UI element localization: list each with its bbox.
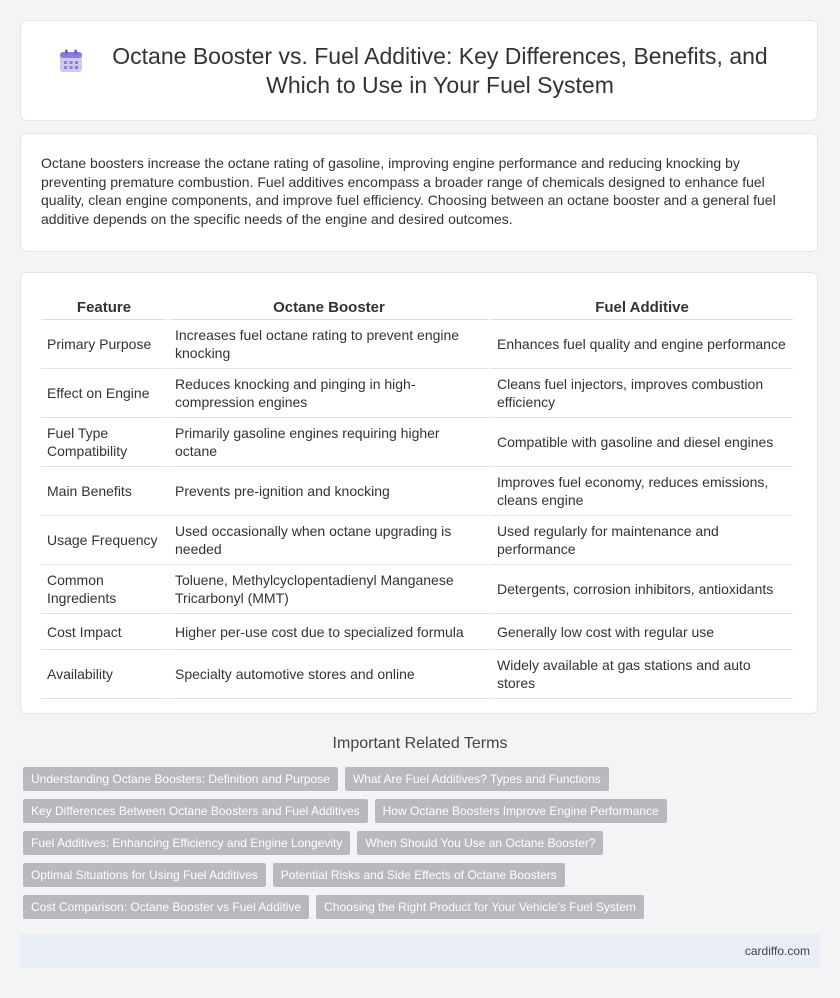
feature-cell: Common Ingredients xyxy=(41,565,167,614)
related-term-tag[interactable]: Optimal Situations for Using Fuel Additives xyxy=(23,863,266,887)
fuel-additive-cell: Cleans fuel injectors, improves combustion efficiency xyxy=(491,369,793,418)
header-octane-booster: Octane Booster xyxy=(169,295,489,320)
octane-booster-cell: Prevents pre-ignition and knocking xyxy=(169,467,489,516)
table-row xyxy=(41,467,793,516)
related-terms-tags xyxy=(23,767,813,919)
fuel-additive-cell: Used regularly for maintenance and performance xyxy=(491,516,793,565)
octane-booster-cell: Increases fuel octane rating to prevent engine knocking xyxy=(169,320,489,369)
related-term-tag[interactable]: Cost Comparison: Octane Booster vs Fuel Additive xyxy=(23,895,309,919)
table-row xyxy=(41,418,793,467)
page-title: Octane Booster vs. Fuel Additive: Key Differences, Benefits, and Which to Use in Your Fuel System xyxy=(112,42,768,98)
table-row xyxy=(41,614,793,650)
footer-site-link[interactable]: cardiffo.com xyxy=(744,944,810,958)
octane-booster-cell: Used occasionally when octane upgrading is needed xyxy=(169,516,489,565)
feature-cell: Availability xyxy=(41,650,167,699)
related-term-tag[interactable]: Potential Risks and Side Effects of Octane Boosters xyxy=(273,863,565,887)
feature-cell: Fuel Type Compatibility xyxy=(41,418,167,467)
related-terms-title: Important Related Terms xyxy=(332,735,508,752)
feature-cell: Primary Purpose xyxy=(41,320,167,369)
feature-cell: Effect on Engine xyxy=(41,369,167,418)
intro-card xyxy=(20,133,818,252)
table-row xyxy=(41,516,793,565)
octane-booster-cell: Higher per-use cost due to specialized formula xyxy=(169,614,489,650)
fuel-additive-cell: Enhances fuel quality and engine performance xyxy=(491,320,793,369)
footer xyxy=(20,934,820,968)
related-term-tag[interactable]: Choosing the Right Product for Your Vehicle's Fuel System xyxy=(316,895,644,919)
fuel-additive-cell: Improves fuel economy, reduces emissions, cleans engine xyxy=(491,467,793,516)
fuel-additive-cell: Generally low cost with regular use xyxy=(491,614,793,650)
related-term-tag[interactable]: Understanding Octane Boosters: Definition and Purpose xyxy=(23,767,338,791)
related-term-tag[interactable]: How Octane Boosters Improve Engine Performance xyxy=(375,799,667,823)
calendar-icon xyxy=(58,48,84,74)
octane-booster-cell: Reduces knocking and pinging in high-compression engines xyxy=(169,369,489,418)
fuel-additive-cell: Compatible with gasoline and diesel engines xyxy=(491,418,793,467)
octane-booster-cell: Primarily gasoline engines requiring higher octane xyxy=(169,418,489,467)
related-term-tag[interactable]: Fuel Additives: Enhancing Efficiency and Engine Longevity xyxy=(23,831,350,855)
table-row xyxy=(41,565,793,614)
table-row xyxy=(41,650,793,699)
octane-booster-cell: Toluene, Methylcyclopentadienyl Manganese Tricarbonyl (MMT) xyxy=(169,565,489,614)
intro-text: Octane boosters increase the octane rating of gasoline, improving engine performance and reducing knocking by preventing premature combustion. Fuel additives encompass a broader range of chemicals designed to enhance fuel quality, clean engine components, and improve fuel efficiency. Choosing between an octane booster and a general fuel additive depends on the specific needs of the engine and desired outcomes. xyxy=(41,155,776,227)
octane-booster-cell: Specialty automotive stores and online xyxy=(169,650,489,699)
header-card xyxy=(20,20,818,121)
header-fuel-additive: Fuel Additive xyxy=(491,295,793,320)
table-row xyxy=(41,320,793,369)
related-term-tag[interactable]: Key Differences Between Octane Boosters and Fuel Additives xyxy=(23,799,368,823)
fuel-additive-cell: Detergents, corrosion inhibitors, antioxidants xyxy=(491,565,793,614)
comparison-table-card xyxy=(20,272,818,714)
header-feature: Feature xyxy=(41,295,167,320)
comparison-table xyxy=(39,295,795,699)
feature-cell: Cost Impact xyxy=(41,614,167,650)
related-term-tag[interactable]: When Should You Use an Octane Booster? xyxy=(357,831,603,855)
table-header-row xyxy=(41,295,793,320)
fuel-additive-cell: Widely available at gas stations and auto stores xyxy=(491,650,793,699)
related-term-tag[interactable]: What Are Fuel Additives? Types and Functions xyxy=(345,767,609,791)
feature-cell: Main Benefits xyxy=(41,467,167,516)
table-row xyxy=(41,369,793,418)
feature-cell: Usage Frequency xyxy=(41,516,167,565)
